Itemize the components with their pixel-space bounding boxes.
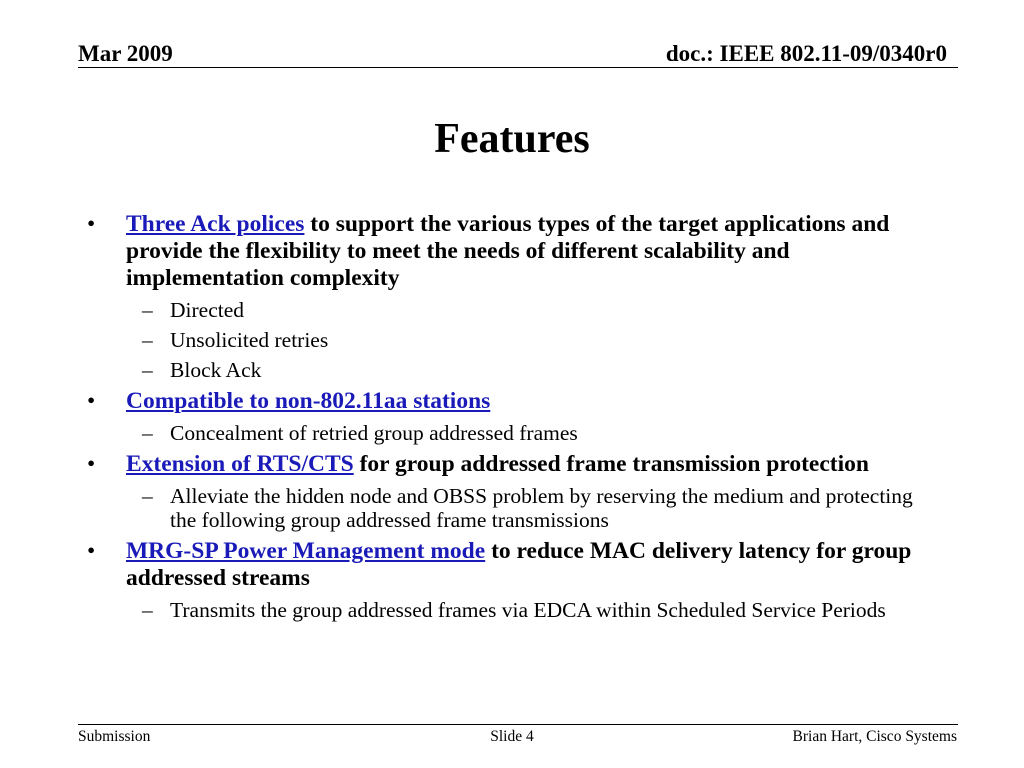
link-three-ack-polices[interactable]: Three Ack polices: [126, 211, 305, 237]
dash-glyph: –: [142, 328, 153, 352]
footer-author: Brian Hart, Cisco Systems: [792, 728, 957, 745]
bullet-item: [86, 388, 916, 415]
dash-glyph: –: [142, 421, 153, 445]
footer-divider: [78, 724, 958, 725]
link-compatible-non-80211aa[interactable]: Compatible to non-802.11aa stations: [126, 388, 491, 414]
slide-title: Features: [434, 116, 590, 162]
bullet-glyph: •: [87, 538, 96, 564]
bullet-item: [86, 211, 916, 292]
bullet-item: [86, 538, 916, 592]
bullet-item: [86, 451, 916, 478]
header-divider: [78, 67, 958, 68]
sub-item: [86, 298, 916, 322]
footer-submission: Submission: [78, 728, 151, 745]
footer-slide-number: Slide 4: [490, 728, 534, 745]
sub-item-text: Concealment of retried group addressed frames: [170, 421, 578, 445]
dash-glyph: –: [142, 484, 153, 508]
sub-item-text: Block Ack: [170, 358, 262, 382]
sub-item: [86, 328, 916, 352]
sub-item-text: Directed: [170, 298, 245, 322]
header-doc-id: doc.: IEEE 802.11-09/0340r0: [665, 41, 947, 66]
link-mrg-sp-power-management[interactable]: MRG-SP Power Management mode: [126, 538, 486, 564]
sub-item-text: Unsolicited retries: [170, 328, 329, 352]
sub-item: [86, 484, 916, 532]
bullet-text: for group addressed frame transmission protection: [353, 451, 869, 477]
dash-glyph: –: [142, 358, 153, 382]
bullet-glyph: •: [87, 451, 96, 477]
link-extension-rts-cts[interactable]: Extension of RTS/CTS: [126, 451, 354, 477]
sub-item-text: Transmits the group addressed frames via EDCA within Scheduled Service Periods: [170, 598, 886, 622]
bullet-glyph: •: [87, 388, 96, 414]
bullet-glyph: •: [87, 211, 96, 237]
sub-item-text: Alleviate the hidden node and OBSS problem by reserving the medium and protecting the following group addressed frame transmissions: [170, 484, 913, 532]
sub-item: [86, 358, 916, 382]
sub-item: [86, 598, 916, 622]
dash-glyph: –: [142, 598, 153, 622]
bullet-text: to support the various types of the target applications and provide the flexibility to meet the needs of different scalability and implementation complexity: [126, 211, 890, 291]
bullet-text: to reduce MAC delivery latency for group addressed streams: [126, 538, 912, 591]
header-date: Mar 2009: [78, 41, 173, 66]
dash-glyph: –: [142, 298, 153, 322]
sub-item: [86, 421, 916, 445]
slide-body: [86, 207, 916, 622]
